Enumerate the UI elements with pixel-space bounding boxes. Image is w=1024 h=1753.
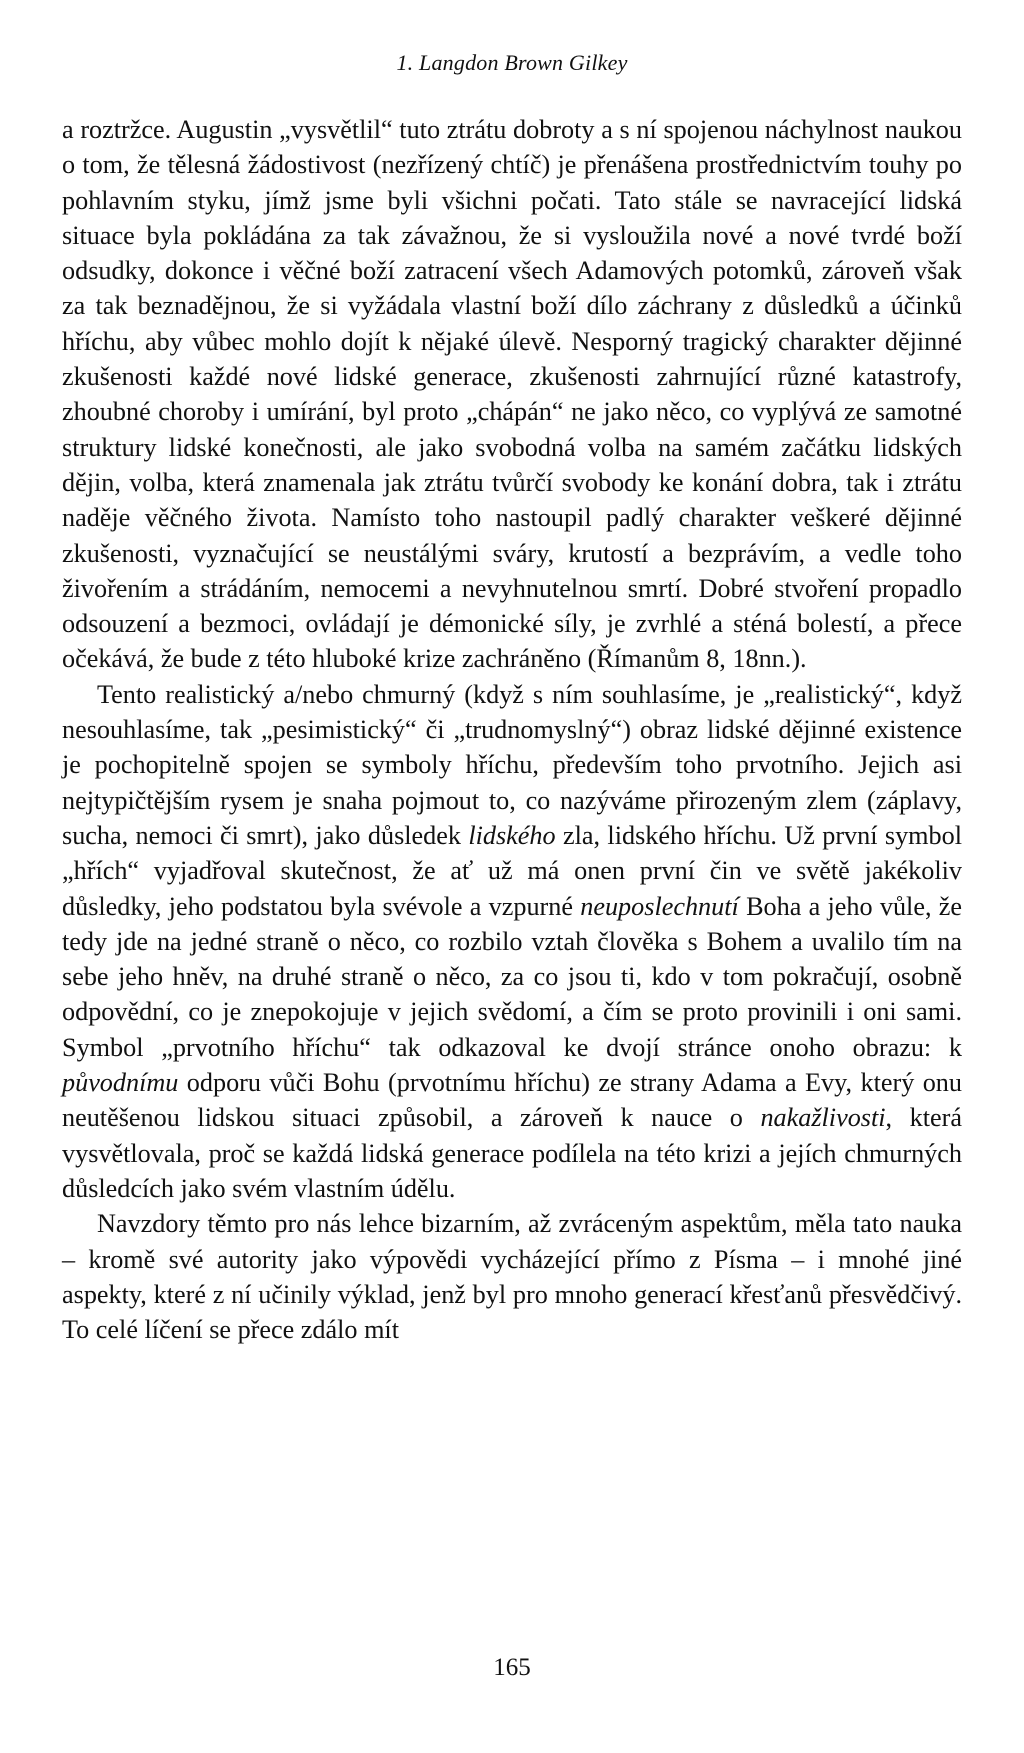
emphasis-text: původnímu bbox=[62, 1068, 179, 1098]
emphasis-text: lidského bbox=[468, 820, 556, 850]
emphasis-text: neuposlechnutí bbox=[580, 891, 739, 921]
emphasis-text: nakažlivosti bbox=[760, 1103, 886, 1133]
text-run: a roztržce. Augustin „vysvětlil“ tuto ztrátu dobroty a s ní spojenou náchylnost naukou o tom, že tělesná žádostivost (nezřízený chtíč) je přenášena prostřednictvím touhy po pohlavním styku, jímž jsme byli všichni počati. Tato stále se navracející lidská situace byla pokládána za tak závažnou, že si vysloužila nové a nové tvrdé boží odsudky, dokonce i věčné boží zatracení všech Adamových potomků, zároveň však za tak beznadějnou, že si vyžádala vlastní boží dílo záchrany z důsledků a účinků hříchu, aby vůbec mohlo dojít k nějaké úlevě. Nesporný tragický charakter dějinné zkušenosti každé nové lidské generace, zkušenosti zahrnující různé katastrofy, zhoubné choroby i umírání, byl proto „chápán“ ne jako něco, co vyplývá ze samotné struktury lidské konečnosti, ale jako svobodná volba na samém začátku lidských dějin, volba, která znamenala jak ztrátu tvůrčí svobody ke konání dobra, tak i ztrátu naděje věčného života. Namísto toho nastoupil padlý charakter veškeré dějinné zkušenosti, vyznačující se neustálými sváry, krutostí a bezprávím, a vedle toho živořením a strádáním, nemocemi a nevyhnutelnou smrtí. Dobré stvoření propadlo odsouzení a bezmoci, ovládají je démonické síly, je zvrhlé a sténá bolestí, a přece očekává, že bude z této hluboké krize zachráněno (Římanům 8, 18nn.). bbox=[62, 115, 962, 674]
book-page bbox=[62, 0, 962, 1753]
text-run: Tento realistický a/nebo chmurný (když s ním souhlasíme, je „realistický“, když nesouhlasíme, tak „pesimistický“ či „trudnomyslný“) obraz lidské dějinné existence je pochopitelně spojen se symboly hříchu, především toho prvotního. Jejich asi nejtypičtějším rysem je snaha pojmout to, co nazýváme přirozeným zlem (záplavy, sucha, nemoci či smrt), jako důsledek bbox=[62, 679, 962, 850]
text-run: Navzdory těmto pro nás lehce bizarním, až zvráceným aspektům, měla tato nauka – kromě své autority jako výpovědi vycházející přímo z Písma – i mnohé jiné aspekty, které z ní učinily výklad, jenž byl pro mnoho generací křesťanů přesvědčivý. To celé líčení se přece zdálo mít bbox=[62, 1209, 962, 1345]
text-run: odporu vůči Bohu (prvotnímu hříchu) ze strany Adama a Evy, který onu neutěšenou lidskou situaci způsobil, a zároveň k nauce o bbox=[62, 1068, 962, 1133]
text-run: zla, lidského hříchu. Už první symbol „hřích“ vyjadřoval skutečnost, že ať už má onen první čin ve světě jakékoliv důsledky, jeho podstatou byla svévole a vzpurné bbox=[62, 820, 962, 921]
body-text bbox=[62, 112, 962, 1347]
paragraph-3 bbox=[62, 1206, 962, 1347]
paragraph-1 bbox=[62, 112, 962, 677]
running-head: 1. Langdon Brown Gilkey bbox=[396, 50, 628, 75]
paragraph-2 bbox=[62, 677, 962, 1206]
page-number: 165 bbox=[493, 1654, 531, 1681]
text-run: , která vysvětlovala, proč se každá lidská generace podílela na této krizi a jejích chmurných důsledcích jako svém vlastním údělu. bbox=[62, 1103, 962, 1203]
text-run: Boha a jeho vůle, že tedy jde na jedné straně o něco, co rozbilo vztah člověka s Bohem a uvalilo tím na sebe jeho hněv, na druhé straně o něco, za co jsou ti, kdo v tom pokračují, osobně odpovědní, co je znepokojuje v jejich svědomí, a čím se proto provinili i oni sami. Symbol „prvotního hříchu“ tak odkazoval ke dvojí stránce onoho obrazu: k bbox=[62, 891, 962, 1062]
